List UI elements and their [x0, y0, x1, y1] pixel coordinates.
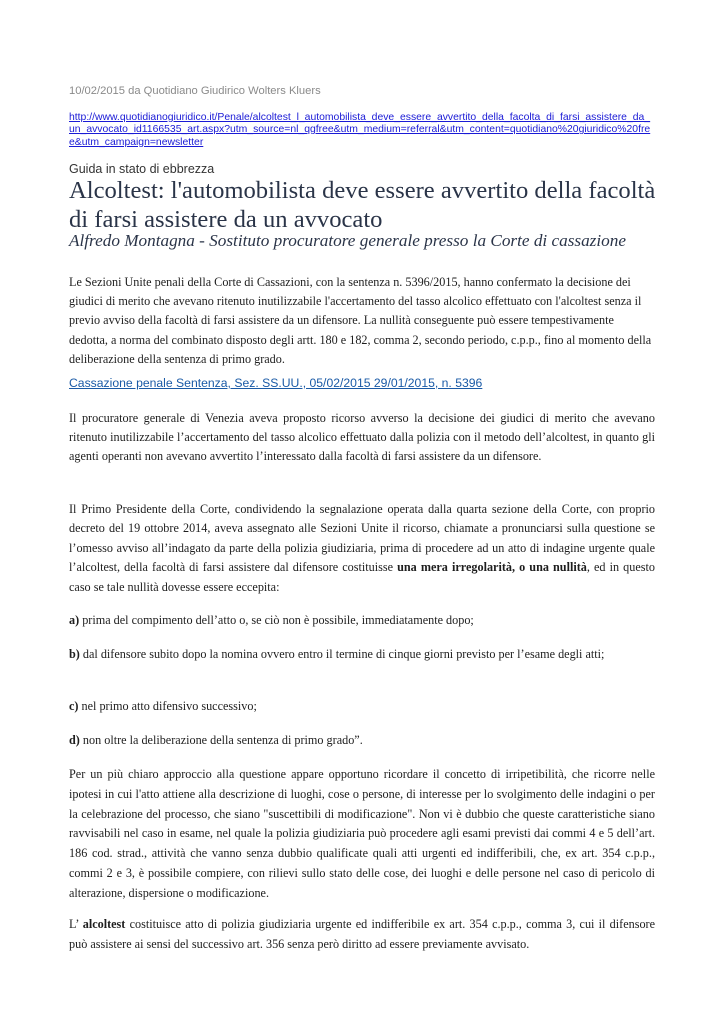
- paragraph-4-text: L’: [69, 917, 83, 931]
- article-author: Alfredo Montagna - Sostituto procuratore generale presso la Corte di cassazione: [69, 231, 626, 250]
- list-marker: c): [69, 699, 79, 713]
- paragraph-2-emphasis: una mera irregolarità, o una nullità: [397, 560, 587, 575]
- article-title: Alcoltest: l'automobilista deve essere avvertito della facoltà di farsi assistere da un avvocato: [69, 177, 656, 233]
- list-item-d: [69, 731, 655, 750]
- list-item-a: [69, 611, 655, 630]
- paragraph-4: [69, 915, 655, 955]
- article-abstract: Le Sezioni Unite penali della Corte di Cassazioni, con la sentenza n. 5396/2015, hanno confermato la decisione dei giudici di merito che avevano ritenuto inutilizzabile l'accertamento del tasso alcolico effettuato con l'alcoltest senza il previo avviso della facoltà di farsi assistere da un difensore. La nullità conseguente può essere tempestivamente dedotta, a norma del combinato disposto degli artt. 180 e 182, comma 2, secondo periodo, c.p.p., fino al momento della deliberazione della sentenza di primo grado.: [69, 275, 652, 366]
- article-kicker: Guida in stato di ebbrezza: [69, 162, 215, 176]
- paragraph-2-tail: , ed in questo caso se tale nullità dovesse essere eccepita:: [69, 560, 655, 594]
- paragraph-2: [69, 500, 655, 597]
- list-item-text: dal difensore subito dopo la nomina ovvero entro il termine di cinque giorni previsto per l’esame degli atti;: [79, 647, 605, 661]
- list-marker: a): [69, 613, 80, 627]
- list-item-text: prima del compimento dell’atto o, se ciò non è possibile, immediatamente dopo;: [79, 613, 474, 627]
- source-meta: 10/02/2015 da Quotidiano Giudirico Wolters Kluers: [69, 85, 321, 97]
- paragraph-3: Per un più chiaro approccio alla questione appare opportuno ricordare il concetto di irripetibilità, che ricorre nelle ipotesi in cui l'atto attiene alla descrizione di luoghi, cose o persone, di interesse per lo svolgimento delle indagini o per la celebrazione del processo, che siano "suscettibili di modificazione". Non vi è dubbio che queste caratteristiche siano ravvisabili nel caso in esame, nel quale la polizia giudiziaria può procedere agli esami previsti dai commi 4 e 5 dell’art. 186 cod. strad., attività che vanno senza dubbio qualificate quali atti urgenti ed indifferibili, che, ex art. 354 c.p.p., commi 2 e 3, è possibile compiere, con rilievi sullo stato delle cose, dei luoghi e delle persone nel caso di pericolo di alterazione, dispersione o modificazione.: [69, 767, 655, 900]
- judgment-link[interactable]: Cassazione penale Sentenza, Sez. SS.UU., 05/02/2015 29/01/2015, n. 5396: [69, 376, 483, 390]
- paragraph-2-text: Il Primo Presidente della Corte, condividendo la segnalazione operata dalla quarta sezione della Corte, con proprio decreto del 19 ottobre 2014, aveva assegnato alle Sezioni Unite il ricorso, chiamate a pronunciarsi sulla questione se l’omesso avviso all’indagato da parte della polizia giudiziaria, prima di procedere ad un atto di indagine urgente quale l’alcoltest, della facoltà di farsi assistere dal difensore costituisse: [69, 502, 655, 575]
- list-item-text: nel primo atto difensivo successivo;: [78, 699, 257, 713]
- paragraph-4-emphasis: alcoltest: [82, 917, 126, 931]
- list-item-c: [69, 697, 655, 716]
- paragraph-4-tail: costituisce atto di polizia giudiziaria urgente ed indifferibile ex art. 354 c.p.p., comma 3, cui il difensore può assistere ai sensi del successivo art. 356 senza però diritto ad essere previamente avvisato.: [69, 917, 656, 951]
- source-link[interactable]: http://www.quotidianogiuridico.it/Penale/alcoltest_l_automobilista_deve_essere_avvertito_della_facolta_di_farsi_assistere_da_un_avvocato_id1166535_art.aspx?utm_source=nl_qgfree&utm_medium=referral&utm_content=quotidiano%20giuridico%20free&utm_campaign=newsletter: [69, 112, 651, 148]
- list-marker: b): [69, 647, 80, 661]
- list-item-b: [69, 645, 655, 664]
- list-item-text: non oltre la deliberazione della sentenza di primo grado”.: [79, 733, 363, 747]
- list-marker: d): [69, 733, 80, 747]
- paragraph-1: Il procuratore generale di Venezia aveva proposto ricorso avverso la decisione dei giudici di merito che avevano ritenuto inutilizzabile l’accertamento del tasso alcolico effettuato dalla polizia con il metodo dell’alcoltest, in quanto gli agenti operanti non avevano avvertito l’interessato dalla facoltà di farsi assistere da un difensore.: [69, 411, 655, 464]
